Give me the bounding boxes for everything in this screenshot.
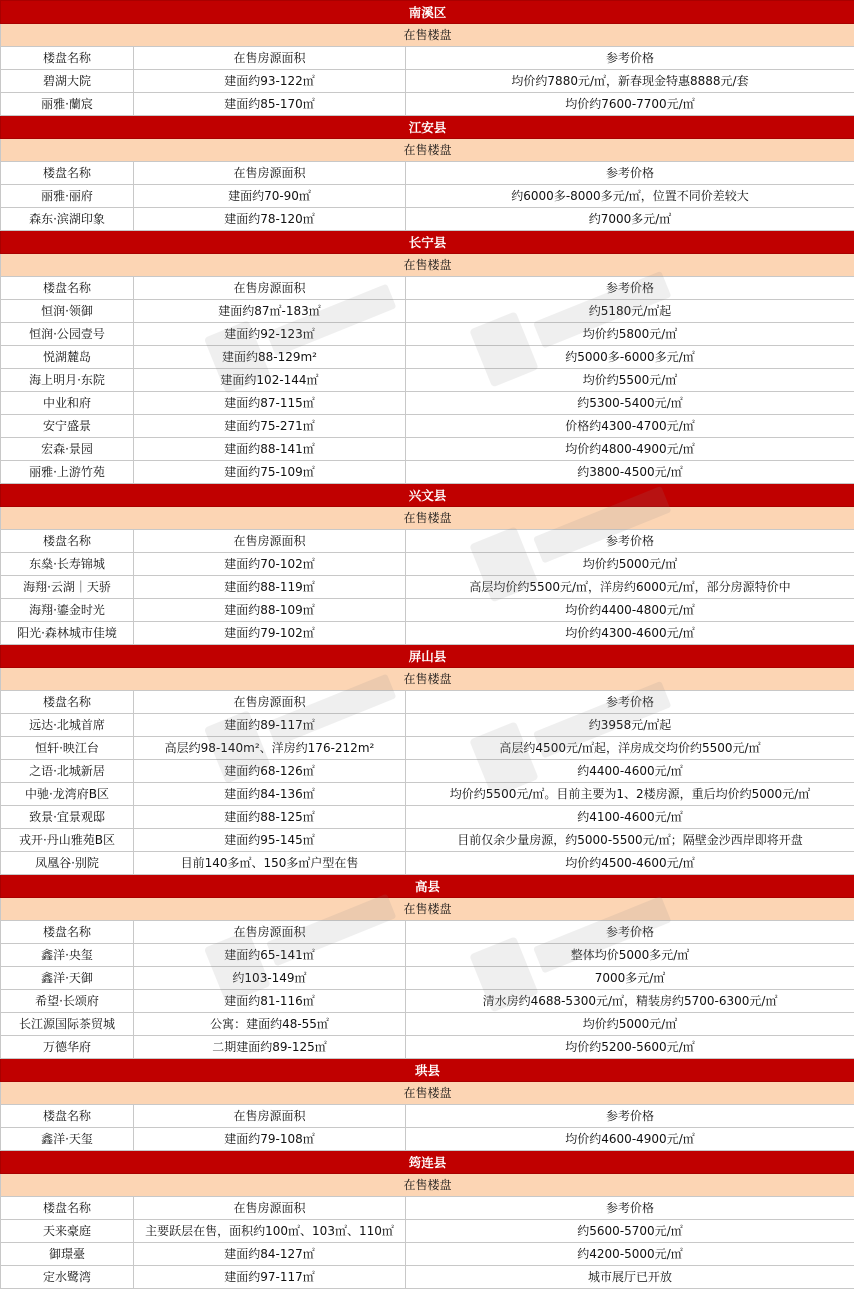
- property-area: 目前140多㎡、150多㎡户型在售: [134, 852, 406, 875]
- property-price: 整体均价5000多元/㎡: [406, 944, 854, 967]
- status-row: [1, 254, 854, 277]
- property-price: 均价约4800-4900元/㎡: [406, 438, 854, 461]
- property-price: 均价约5000元/㎡: [406, 553, 854, 576]
- region-name: 屏山县: [1, 645, 854, 668]
- header-name: 楼盘名称: [1, 47, 134, 70]
- table-row: [1, 783, 854, 806]
- header-price: 参考价格: [406, 1105, 854, 1128]
- property-name: 御璟臺: [1, 1243, 134, 1266]
- table-row: [1, 990, 854, 1013]
- property-price: 目前仅余少量房源，约5000-5500元/㎡；隔壁金沙西岸即将开盘: [406, 829, 854, 852]
- property-price: 价格约4300-4700元/㎡: [406, 415, 854, 438]
- property-name: 中驰·龙湾府B区: [1, 783, 134, 806]
- property-price: 均价约4600-4900元/㎡: [406, 1128, 854, 1151]
- property-area: 公寓：建面约48-55㎡: [134, 1013, 406, 1036]
- region-name: 筠连县: [1, 1151, 854, 1174]
- property-price: 约7000多元/㎡: [406, 208, 854, 231]
- region-header-row: [1, 484, 854, 507]
- table-row: [1, 461, 854, 484]
- table-row: [1, 93, 854, 116]
- property-name: 海上明月·东院: [1, 369, 134, 392]
- table-row: [1, 622, 854, 645]
- property-area: 建面约81-116㎡: [134, 990, 406, 1013]
- header-name: 楼盘名称: [1, 921, 134, 944]
- property-name: 阳光·森林城市佳境: [1, 622, 134, 645]
- status-label: 在售楼盘: [1, 898, 854, 921]
- region-header-row: [1, 645, 854, 668]
- property-price: 约3958元/㎡起: [406, 714, 854, 737]
- table-row: [1, 300, 854, 323]
- region-name: 南溪区: [1, 1, 854, 24]
- property-area: 建面约88-119㎡: [134, 576, 406, 599]
- table-row: [1, 599, 854, 622]
- table-row: [1, 346, 854, 369]
- region-name: 长宁县: [1, 231, 854, 254]
- property-name: 戎开·丹山雅苑B区: [1, 829, 134, 852]
- property-area: 建面约70-90㎡: [134, 185, 406, 208]
- table-row: [1, 392, 854, 415]
- header-price: 参考价格: [406, 530, 854, 553]
- property-area: 建面约85-170㎡: [134, 93, 406, 116]
- header-price: 参考价格: [406, 47, 854, 70]
- region-header-row: [1, 1059, 854, 1082]
- property-area: 建面约75-271㎡: [134, 415, 406, 438]
- table-row: [1, 1243, 854, 1266]
- property-name: 致景·宜景观邸: [1, 806, 134, 829]
- property-price: 约5300-5400元/㎡: [406, 392, 854, 415]
- table-row: [1, 208, 854, 231]
- column-header-row: [1, 691, 854, 714]
- property-price: 均价约5800元/㎡: [406, 323, 854, 346]
- property-area: 建面约92-123㎡: [134, 323, 406, 346]
- header-name: 楼盘名称: [1, 530, 134, 553]
- property-name: 丽雅·蘭宸: [1, 93, 134, 116]
- property-price: 高层约4500元/㎡起，洋房成交均价约5500元/㎡: [406, 737, 854, 760]
- property-price: 7000多元/㎡: [406, 967, 854, 990]
- column-header-row: [1, 921, 854, 944]
- property-name: 鑫洋·央玺: [1, 944, 134, 967]
- header-name: 楼盘名称: [1, 691, 134, 714]
- region-name: 兴文县: [1, 484, 854, 507]
- property-price: 约4400-4600元/㎡: [406, 760, 854, 783]
- header-name: 楼盘名称: [1, 277, 134, 300]
- header-area: 在售房源面积: [134, 1197, 406, 1220]
- property-name: 森东·滨湖印象: [1, 208, 134, 231]
- header-price: 参考价格: [406, 921, 854, 944]
- status-row: [1, 1082, 854, 1105]
- property-price: 均价约4300-4600元/㎡: [406, 622, 854, 645]
- property-area: 建面约95-145㎡: [134, 829, 406, 852]
- table-row: [1, 369, 854, 392]
- status-row: [1, 507, 854, 530]
- table-row: [1, 1036, 854, 1059]
- column-header-row: [1, 277, 854, 300]
- table-row: [1, 1013, 854, 1036]
- header-area: 在售房源面积: [134, 47, 406, 70]
- property-name: 丽雅·上游竹苑: [1, 461, 134, 484]
- region-header-row: [1, 1, 854, 24]
- property-name: 海翔·云湖｜天骄: [1, 576, 134, 599]
- property-name: 碧湖大院: [1, 70, 134, 93]
- region-name: 高县: [1, 875, 854, 898]
- property-name: 悦湖麓岛: [1, 346, 134, 369]
- property-area: 建面约68-126㎡: [134, 760, 406, 783]
- property-name: 恒轩·映江台: [1, 737, 134, 760]
- property-area: 建面约88-109㎡: [134, 599, 406, 622]
- status-label: 在售楼盘: [1, 139, 854, 162]
- table-row: [1, 415, 854, 438]
- column-header-row: [1, 47, 854, 70]
- property-price: 均价约4400-4800元/㎡: [406, 599, 854, 622]
- table-row: [1, 829, 854, 852]
- header-price: 参考价格: [406, 691, 854, 714]
- property-area: 建面约84-136㎡: [134, 783, 406, 806]
- table-row: [1, 1220, 854, 1243]
- property-name: 万德华府: [1, 1036, 134, 1059]
- status-label: 在售楼盘: [1, 507, 854, 530]
- table-row: [1, 438, 854, 461]
- region-header-row: [1, 231, 854, 254]
- table-row: [1, 806, 854, 829]
- property-name: 恒润·公园壹号: [1, 323, 134, 346]
- property-area: 建面约102-144㎡: [134, 369, 406, 392]
- property-area: 建面约93-122㎡: [134, 70, 406, 93]
- property-name: 定水鹭湾: [1, 1266, 134, 1289]
- property-area: 建面约79-102㎡: [134, 622, 406, 645]
- property-price: 均价约4500-4600元/㎡: [406, 852, 854, 875]
- header-name: 楼盘名称: [1, 1105, 134, 1128]
- header-area: 在售房源面积: [134, 162, 406, 185]
- property-area: 建面约65-141㎡: [134, 944, 406, 967]
- column-header-row: [1, 530, 854, 553]
- property-area: 二期建面约89-125㎡: [134, 1036, 406, 1059]
- header-price: 参考价格: [406, 1197, 854, 1220]
- property-name: 天来豪庭: [1, 1220, 134, 1243]
- property-price: 约4100-4600元/㎡: [406, 806, 854, 829]
- property-name: 安宁盛景: [1, 415, 134, 438]
- table-row: [1, 737, 854, 760]
- property-area: 主要跃层在售，面积约100㎡、103㎡、110㎡: [134, 1220, 406, 1243]
- property-price: 均价约5500元/㎡。目前主要为1、2楼房源，重后均价约5000元/㎡: [406, 783, 854, 806]
- property-name: 希望·长颂府: [1, 990, 134, 1013]
- header-name: 楼盘名称: [1, 1197, 134, 1220]
- status-row: [1, 1174, 854, 1197]
- status-row: [1, 898, 854, 921]
- table-row: [1, 185, 854, 208]
- table-row: [1, 852, 854, 875]
- header-name: 楼盘名称: [1, 162, 134, 185]
- property-area: 建面约88-141㎡: [134, 438, 406, 461]
- property-name: 中业和府: [1, 392, 134, 415]
- table-row: [1, 714, 854, 737]
- status-row: [1, 139, 854, 162]
- property-name: 凤凰谷·别院: [1, 852, 134, 875]
- table-row: [1, 70, 854, 93]
- property-name: 宏森·景园: [1, 438, 134, 461]
- property-area: 建面约78-120㎡: [134, 208, 406, 231]
- property-area: 建面约88-129m²: [134, 346, 406, 369]
- property-area: 建面约87-115㎡: [134, 392, 406, 415]
- column-header-row: [1, 162, 854, 185]
- column-header-row: [1, 1105, 854, 1128]
- header-area: 在售房源面积: [134, 277, 406, 300]
- status-label: 在售楼盘: [1, 1082, 854, 1105]
- table-body: [1, 1, 854, 1289]
- property-name: 鑫洋·天玺: [1, 1128, 134, 1151]
- property-price: 城市展厅已开放: [406, 1266, 854, 1289]
- property-name: 东燊·长寿锦城: [1, 553, 134, 576]
- property-name: 长江源国际茶贸城: [1, 1013, 134, 1036]
- table-row: [1, 576, 854, 599]
- property-area: 约103-149㎡: [134, 967, 406, 990]
- property-price: 清水房约4688-5300元/㎡，精装房约5700-6300元/㎡: [406, 990, 854, 1013]
- property-price: 约4200-5000元/㎡: [406, 1243, 854, 1266]
- table-row: [1, 553, 854, 576]
- header-price: 参考价格: [406, 162, 854, 185]
- property-price: 约3800-4500元/㎡: [406, 461, 854, 484]
- property-price: 均价约7600-7700元/㎡: [406, 93, 854, 116]
- property-area: 建面约70-102㎡: [134, 553, 406, 576]
- property-name: 远达·北城首席: [1, 714, 134, 737]
- table-row: [1, 323, 854, 346]
- property-price: 约5180元/㎡起: [406, 300, 854, 323]
- table-row: [1, 1266, 854, 1289]
- status-row: [1, 668, 854, 691]
- table-row: [1, 967, 854, 990]
- table-row: [1, 944, 854, 967]
- status-row: [1, 24, 854, 47]
- header-area: 在售房源面积: [134, 1105, 406, 1128]
- header-area: 在售房源面积: [134, 921, 406, 944]
- property-area: 建面约87㎡-183㎡: [134, 300, 406, 323]
- header-area: 在售房源面积: [134, 530, 406, 553]
- property-name: 恒润·领御: [1, 300, 134, 323]
- property-price: 均价约5000元/㎡: [406, 1013, 854, 1036]
- table-row: [1, 760, 854, 783]
- property-price: 均价约5200-5600元/㎡: [406, 1036, 854, 1059]
- property-price: 约6000多-8000多元/㎡，位置不同价差较大: [406, 185, 854, 208]
- property-name: 鑫洋·天御: [1, 967, 134, 990]
- table-row: [1, 1128, 854, 1151]
- status-label: 在售楼盘: [1, 1174, 854, 1197]
- property-price: 约5000多-6000多元/㎡: [406, 346, 854, 369]
- property-area: 建面约75-109㎡: [134, 461, 406, 484]
- property-name: 之语·北城新居: [1, 760, 134, 783]
- region-header-row: [1, 1151, 854, 1174]
- column-header-row: [1, 1197, 854, 1220]
- region-header-row: [1, 116, 854, 139]
- property-price: 均价约7880元/㎡，新春现金特惠8888元/套: [406, 70, 854, 93]
- property-area: 建面约79-108㎡: [134, 1128, 406, 1151]
- property-area: 建面约88-125㎡: [134, 806, 406, 829]
- property-area: 建面约84-127㎡: [134, 1243, 406, 1266]
- property-price: 均价约5500元/㎡: [406, 369, 854, 392]
- status-label: 在售楼盘: [1, 668, 854, 691]
- property-area: 建面约97-117㎡: [134, 1266, 406, 1289]
- property-price: 高层均价约5500元/㎡，洋房约6000元/㎡，部分房源特价中: [406, 576, 854, 599]
- region-name: 江安县: [1, 116, 854, 139]
- property-area: 建面约89-117㎡: [134, 714, 406, 737]
- header-price: 参考价格: [406, 277, 854, 300]
- region-header-row: [1, 875, 854, 898]
- property-name: 海翔·鎏金时光: [1, 599, 134, 622]
- property-area: 高层约98-140m²、洋房约176-212m²: [134, 737, 406, 760]
- status-label: 在售楼盘: [1, 254, 854, 277]
- header-area: 在售房源面积: [134, 691, 406, 714]
- region-name: 珙县: [1, 1059, 854, 1082]
- status-label: 在售楼盘: [1, 24, 854, 47]
- property-price: 约5600-5700元/㎡: [406, 1220, 854, 1243]
- property-name: 丽雅·丽府: [1, 185, 134, 208]
